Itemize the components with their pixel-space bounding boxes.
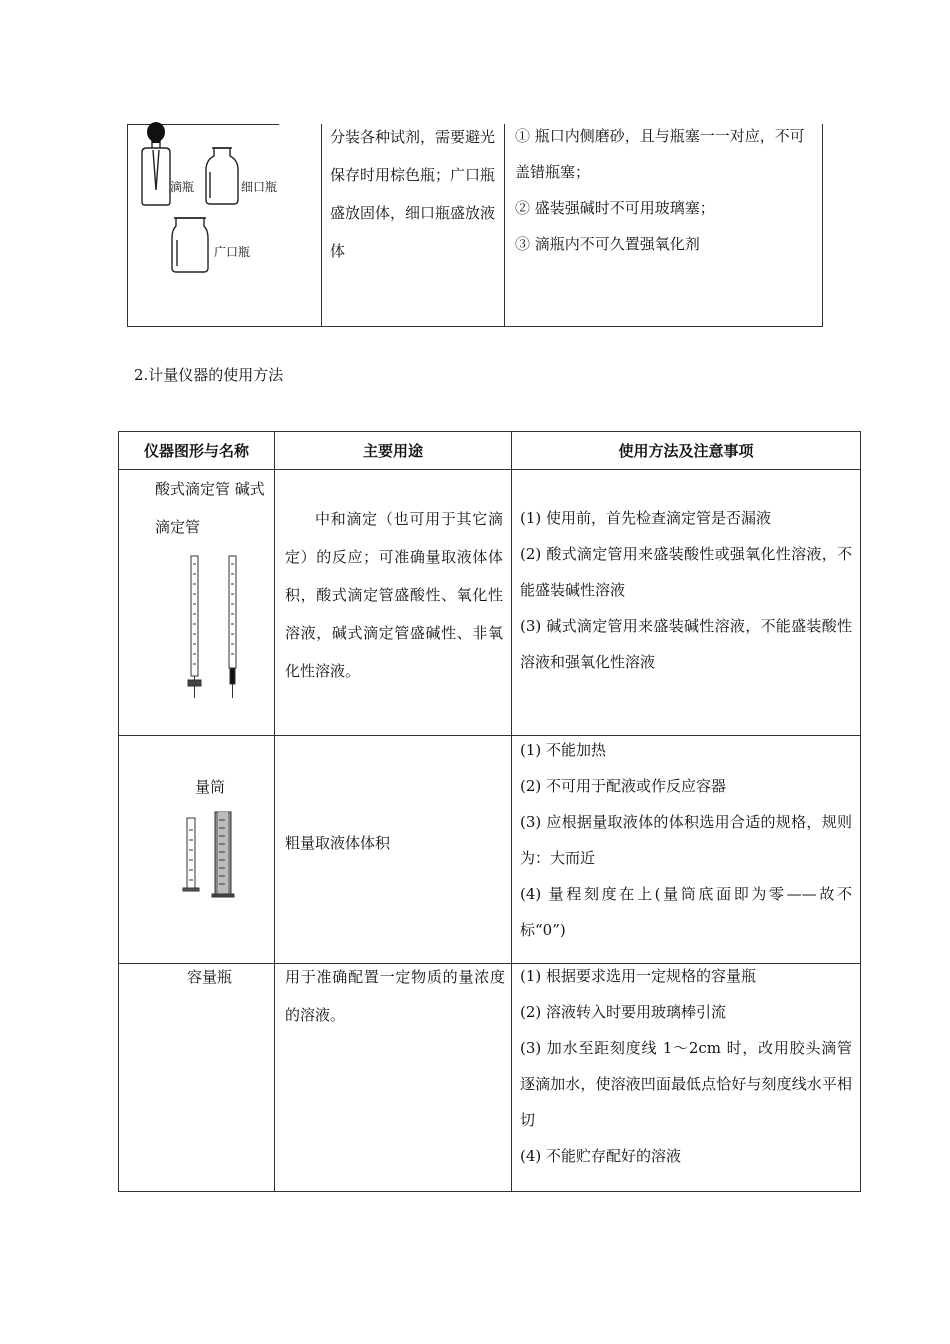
- instrument-cell-burette: [119, 470, 275, 736]
- cylinder-note-1: (1) 不能加热: [520, 741, 607, 759]
- top-table-notes: [515, 118, 815, 262]
- instrument-name-cylinder: 量筒: [195, 778, 226, 796]
- dropper-bottle-label: 滴瓶: [170, 180, 195, 194]
- header-use: 主要用途: [275, 432, 512, 470]
- table-row: [119, 964, 861, 1192]
- instrument-cell-flask: [119, 964, 275, 1192]
- notes-cylinder: [520, 732, 852, 948]
- dropper-bottle-icon: [142, 140, 170, 205]
- notes-cell-flask: [512, 964, 861, 1192]
- use-text-flask: 用于准确配置一定物质的量浓度的溶液。: [285, 968, 505, 1024]
- small-cylinder-icon: [183, 818, 199, 891]
- notes-cell-burette: [512, 470, 861, 736]
- notes-cell-cylinder: [512, 736, 861, 964]
- burette-note-1: (1) 使用前，首先检查滴定管是否漏液: [520, 509, 772, 527]
- header-instrument: 仪器图形与名称: [119, 432, 275, 470]
- table-header-row: [119, 432, 861, 470]
- top-note-2: ② 盛装强碱时不可用玻璃塞；: [515, 199, 715, 217]
- large-cylinder-icon: [212, 812, 234, 897]
- burette-illustration: [179, 554, 259, 704]
- wide-mouth-bottle-icon: [172, 218, 208, 272]
- wide-mouth-bottle-label: 广口瓶: [214, 245, 251, 259]
- header-notes: 使用方法及注意事项: [512, 432, 861, 470]
- graduated-cylinder-illustration: [179, 810, 249, 900]
- top-note-1: ① 瓶口内侧磨砂，且与瓶塞一一对应，不可盖错瓶塞；: [515, 127, 805, 181]
- base-burette-icon: [229, 556, 236, 698]
- burette-note-2: (2) 酸式滴定管用来盛装酸性或强氧化性溶液，不能盛装碱性溶液: [520, 545, 852, 599]
- notes-flask: [520, 958, 852, 1174]
- use-text-burette: 中和滴定（也可用于其它滴定）的反应；可准确量取液体体积，酸式滴定管盛酸性、氧化性溶液，碱式滴定管盛碱性、非氧化性溶液。: [285, 510, 503, 680]
- instrument-cell-cylinder: [119, 736, 275, 964]
- instrument-name-burette: 酸式滴定管 碱式滴定管: [155, 480, 265, 536]
- use-text-cylinder: 粗量取液体体积: [285, 834, 391, 852]
- narrow-mouth-bottle-label: 细口瓶: [241, 180, 278, 194]
- notes-burette: [520, 500, 852, 680]
- cylinder-note-2: (2) 不可用于配液或作反应容器: [520, 777, 727, 795]
- measuring-instruments-table: [118, 431, 861, 1192]
- flask-note-4: (4) 不能贮存配好的溶液: [520, 1147, 682, 1165]
- table-row: [119, 736, 861, 964]
- use-cell-flask: [275, 964, 512, 1192]
- burette-note-3: (3) 碱式滴定管用来盛装碱性溶液，不能盛装酸性溶液和强氧化性溶液: [520, 617, 852, 671]
- flask-note-3: (3) 加水至距刻度线 1～2cm 时，改用胶头滴管 逐滴加水，使溶液凹面最低点恰好与刻度线水平相切: [520, 1039, 852, 1129]
- top-note-3: ③ 滴瓶内不可久置强氧化剂: [515, 235, 700, 253]
- flask-note-1: (1) 根据要求选用一定规格的容量瓶: [520, 967, 757, 985]
- flask-note-2: (2) 溶液转入时要用玻璃棒引流: [520, 1003, 727, 1021]
- section-heading: 2.计量仪器的使用方法: [134, 366, 284, 384]
- cylinder-note-4: (4) 量程刻度在上(量筒底面即为零——故不标“0”): [520, 885, 852, 939]
- acid-burette-icon: [188, 556, 201, 698]
- narrow-mouth-bottle-icon: [206, 148, 238, 204]
- cylinder-note-3: (3) 应根据量取液体的体积选用合适的规格，规则为：大而近: [520, 813, 852, 867]
- use-cell-burette: [275, 470, 512, 736]
- top-table-use: 分装各种试剂，需要避光保存时用棕色瓶；广口瓶盛放固体，细口瓶盛放液体: [330, 128, 496, 260]
- table-row: [119, 470, 861, 736]
- instrument-name-flask: 容量瓶: [187, 968, 233, 986]
- use-cell-cylinder: [275, 736, 512, 964]
